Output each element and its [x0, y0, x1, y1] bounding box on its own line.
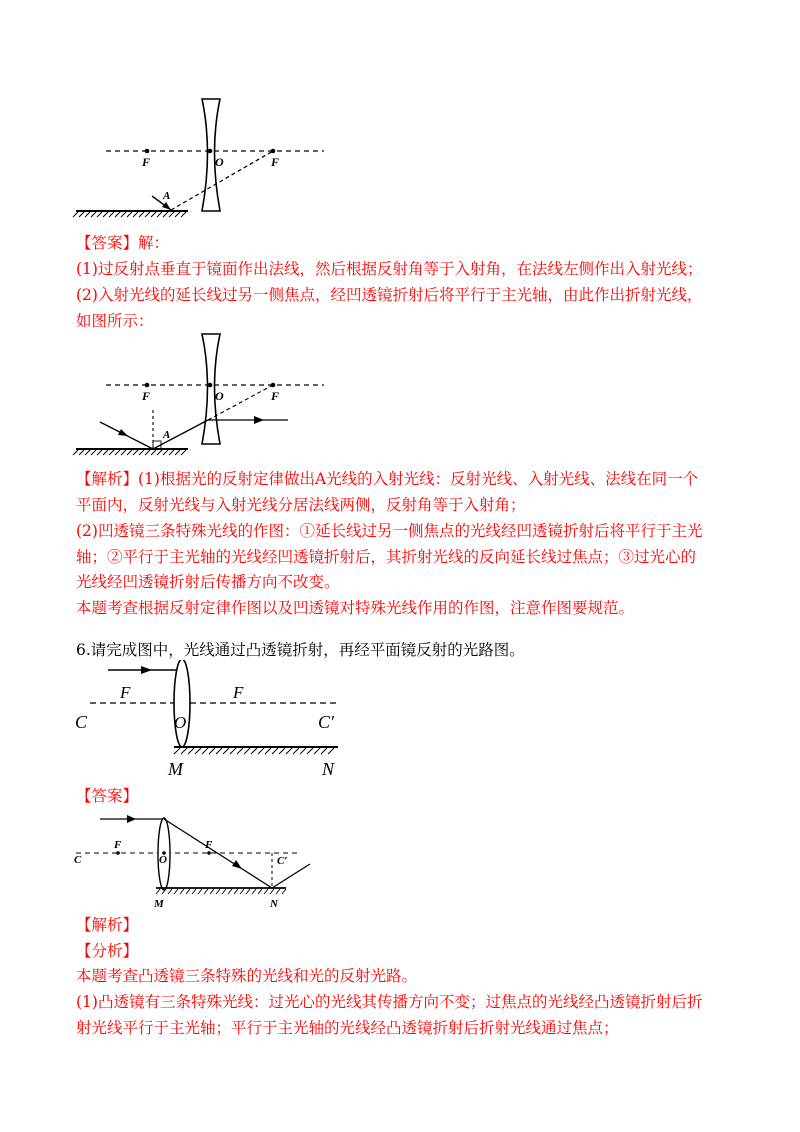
concave-lens-figure-question: [70, 95, 340, 230]
focus-label-right: F: [271, 155, 280, 169]
focus-label-left: F: [114, 839, 122, 851]
point-m-label: M: [168, 759, 183, 779]
q5-answer-line-2: (2)入射光线的延长线过另一侧焦点，经凹透镜折射后将平行于主光轴，由此作出折射光线，: [76, 286, 703, 304]
point-c-prime-label: C′: [318, 712, 334, 732]
optical-center-label: O: [159, 854, 167, 866]
q5-analysis-line-1: 【解析】(1)根据光的反射定律做出A光线的入射光线：反射光线、入射光线、法线在同一个: [76, 470, 699, 488]
q6-question: 6.请完成图中，光线通过凸透镜折射，再经平面镜反射的光路图。: [76, 641, 525, 659]
q6-analysis-title: 【解析】: [76, 916, 139, 934]
focus-label-left: F: [142, 389, 151, 403]
q5-analysis-line-3: (2)凹透镜三条特殊光线的作图：①延长线过另一侧焦点的光线经凹透镜折射后将平行于主光: [76, 522, 703, 540]
focus-label-left: F: [142, 155, 151, 169]
q5-answer-title: 【答案】解：: [76, 234, 170, 252]
point-n-label: N: [270, 898, 278, 910]
q6-point-1-line-1: (1)凸透镜有三条特殊光线：过光心的光线其传播方向不变；过焦点的光线经凸透镜折射后折: [76, 993, 703, 1011]
point-m-label: M: [154, 898, 164, 910]
q6-point-1-line-2: 射光线平行于主光轴；平行于主光轴的光线经凸透镜折射后折射光线通过焦点；: [76, 1019, 619, 1037]
point-c-label: C: [74, 854, 82, 866]
optical-center-label: O: [215, 389, 224, 403]
q5-analysis-line-6: 本题考查根据反射定律作图以及凹透镜对特殊光线作用的作图，注意作图要规范。: [76, 599, 635, 617]
optical-center-label: O: [174, 713, 187, 732]
focus-label-right: F: [233, 683, 244, 702]
optical-center-label: O: [215, 155, 224, 169]
point-a-label: A: [163, 429, 171, 441]
focus-label-right: F: [271, 389, 280, 403]
convex-lens-figure-question: [70, 660, 360, 780]
q6-fenxi-title: 【分析】: [76, 942, 139, 960]
q6-answer-title: 【答案】: [76, 787, 139, 805]
q5-analysis-line-4: 轴；②平行于主光轴的光线经凹透镜折射后，其折射光线的反向延长线过焦点；③过光心的: [76, 548, 697, 566]
point-c-prime-label: C′: [277, 855, 288, 867]
point-a-label: A: [163, 190, 171, 202]
q5-analysis-line-5: 光线经凹透镜折射后传播方向不改变。: [76, 573, 340, 591]
q6-fenxi-line: 本题考查凸透镜三条特殊的光线和光的反射光路。: [76, 967, 418, 985]
focus-label-left: F: [120, 683, 131, 702]
point-n-label: N: [322, 759, 335, 779]
q5-answer-line-3: 如图所示：: [76, 312, 154, 330]
point-c-label: C: [75, 712, 88, 732]
focus-label-right: F: [205, 839, 213, 851]
q5-analysis-line-2: 平面内，反射光线与入射光线分居法线两侧，反射角等于入射角；: [76, 496, 526, 514]
concave-lens-figure-answer: [70, 332, 340, 464]
q5-answer-line-1: (1)过反射点垂直于镜面作出法线，然后根据反射角等于入射角，在法线左侧作出入射光线；: [76, 260, 703, 278]
convex-lens-figure-answer: [72, 808, 322, 913]
